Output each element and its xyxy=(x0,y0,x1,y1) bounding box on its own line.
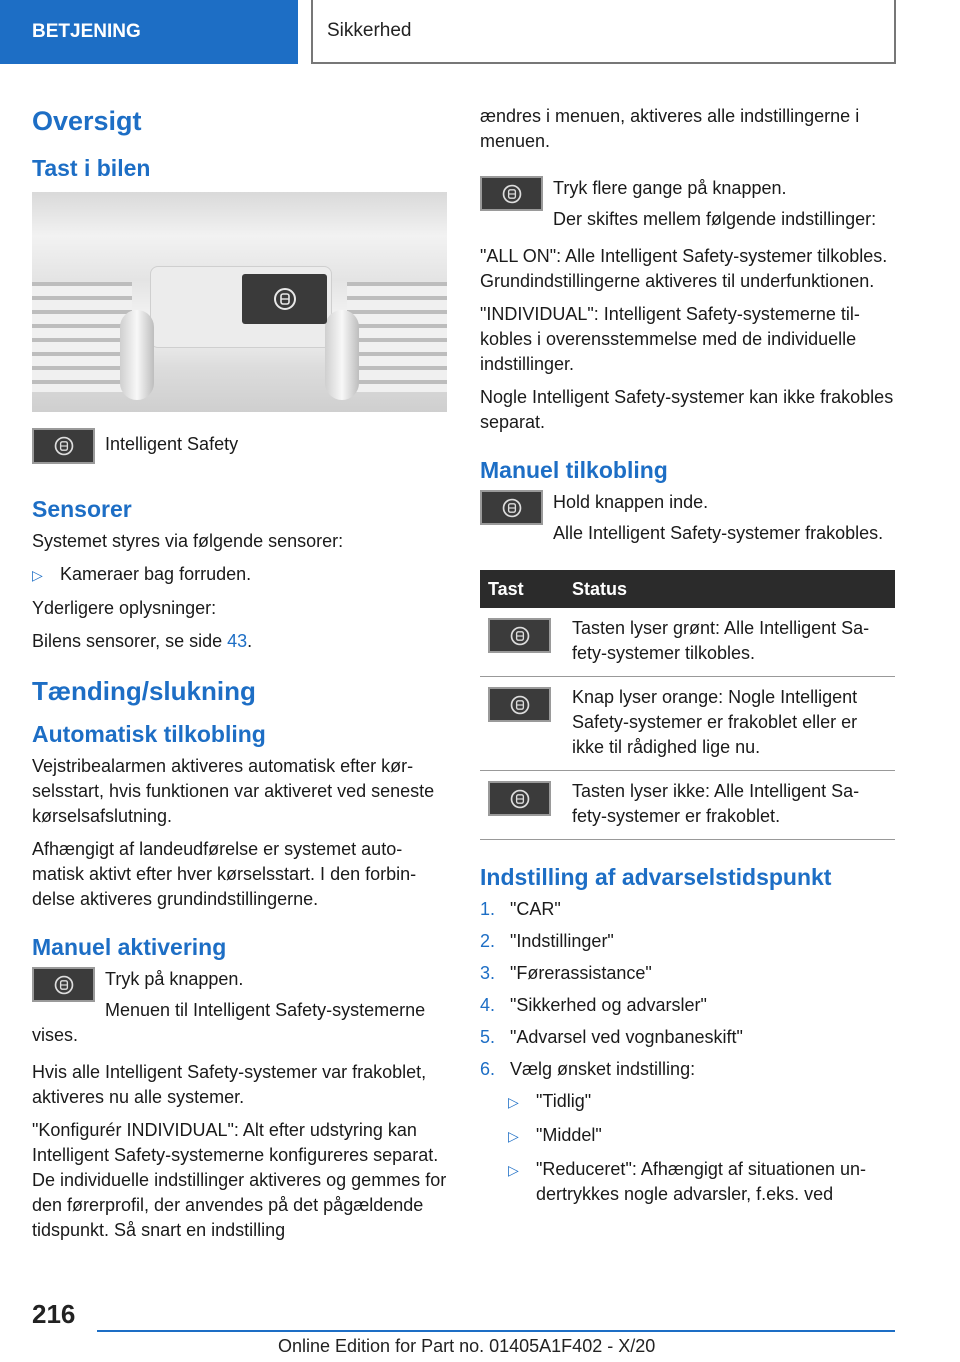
left-column xyxy=(32,96,447,1251)
heading-automatisk-tilkobling: Automatisk tilkobling xyxy=(32,721,266,747)
all-on-text: "ALL ON": Alle Intelligent Safety-systemer tilkobles. Grundindstillingerne aktiveres til underfunktionen. xyxy=(480,246,888,291)
intelligent-safety-icon xyxy=(480,176,543,211)
icon-caption: Intelligent Safety xyxy=(105,434,239,454)
intelligent-safety-icon xyxy=(480,490,543,525)
intelligent-safety-icon xyxy=(32,967,95,1002)
table-header-status: Status xyxy=(564,570,895,608)
table-header-row xyxy=(480,570,895,608)
heading-taending-slukning: Tænding/slukning xyxy=(32,676,256,706)
sensor-item: Kameraer bag forruden. xyxy=(60,564,252,584)
intelligent-safety-icon xyxy=(488,618,551,653)
triangle-bullet-icon: ▷ xyxy=(32,567,43,583)
manual-paragraph-2: "Konfigurér INDIVIDUAL": Alt efter udstyring kan Intelligent Safety-systemerne konfigureres separat. De individuelle indstillinger aktiveres og gemmes for den førerprofil, der anvendes på det pågældende tidspunkt. Så snart en indstilling xyxy=(32,1120,447,1240)
list-item: 4. "Sikkerhed og advarsler" xyxy=(480,995,707,1015)
table-header-tast: Tast xyxy=(480,570,564,608)
vent-knob-right xyxy=(325,310,359,400)
triangle-bullet-icon: ▷ xyxy=(508,1162,519,1178)
list-item: 6. Vælg ønsket indstilling: xyxy=(480,1059,696,1079)
press-icon-row xyxy=(480,176,895,238)
more-info-label: Yderligere oplysninger: xyxy=(32,598,217,618)
sensors-intro: Systemet styres via følgende sensorer: xyxy=(32,531,344,551)
intelligent-safety-icon xyxy=(32,428,95,464)
right-column xyxy=(480,104,895,1215)
icon-caption-row xyxy=(32,428,447,468)
car-button-photo xyxy=(32,192,447,412)
triangle-bullet-icon: ▷ xyxy=(508,1094,519,1110)
hold-icon-row xyxy=(480,490,895,552)
heading-tast-i-bilen: Tast i bilen xyxy=(32,155,151,181)
air-vent-left xyxy=(32,282,132,392)
page-number: 216 xyxy=(32,1299,76,1329)
list-item: ▷ "Reduceret": Afhængigt af situationen undertrykkes nogle advarsler, f.eks. ved xyxy=(508,1157,895,1207)
manual-line-1: Tryk på knappen. xyxy=(105,969,244,989)
options-list xyxy=(480,1089,895,1207)
manual-paragraph-1: Hvis alle Intelligent Safety-systemer var frakoblet, aktiveres nu alle systemer. xyxy=(32,1062,427,1107)
hold-line-1: Hold knappen inde. xyxy=(553,492,709,512)
press-line-2: Der skiftes mellem følgende indstillinger: xyxy=(553,209,877,229)
sensor-reference: Bilens sensorer, se side 43. xyxy=(32,631,253,651)
intelligent-safety-icon xyxy=(488,781,551,816)
triangle-bullet-icon: ▷ xyxy=(508,1128,519,1144)
some-systems-text: Nogle Intelligent Safety-systemer kan ikke frakobles separat. xyxy=(480,387,894,432)
table-row xyxy=(480,677,895,771)
status-table xyxy=(480,570,895,840)
auto-paragraph-2: Afhængigt af landeudførelse er systemet automatisk aktivt efter hver kørselsstart. I den forbindelse aktiveres grundindstillingerne. xyxy=(32,839,417,909)
list-item: ▷ "Middel" xyxy=(508,1123,895,1149)
manual-line-2: Menuen til Intelligent Safety-systemerne vises. xyxy=(32,1000,426,1045)
table-row xyxy=(480,608,895,677)
heading-advarselstidspunkt: Indstilling af advarselstidspunkt xyxy=(480,864,832,890)
heading-manuel-tilkobling: Manuel tilkobling xyxy=(480,457,668,483)
continued-text: ændres i menuen, aktiveres alle indstillingerne i menuen. xyxy=(480,106,860,151)
list-item xyxy=(32,562,447,588)
page-link-43[interactable]: 43 xyxy=(227,631,248,651)
status-text: Knap lyser orange: Nogle Intelligent Safety-systemer er frakoblet eller er ikke til rådighed lige nu. xyxy=(564,677,895,771)
air-vent-right xyxy=(347,282,447,392)
footer-divider xyxy=(97,1330,895,1332)
hold-line-2: Alle Intelligent Safety-systemer frakobles. xyxy=(553,523,884,543)
status-text: Tasten lyser grønt: Alle Intelligent Safety-systemer tilkobles. xyxy=(564,608,895,677)
intelligent-safety-icon xyxy=(488,687,551,722)
edition-text: Online Edition for Part no. 01405A1F402 - X/20 xyxy=(278,1336,656,1356)
chapter-tab: Sikkerhed xyxy=(311,0,896,64)
manual-icon-row xyxy=(32,967,447,1054)
individual-text: "INDIVIDUAL": Intelligent Safety-systemerne tilkobles i overensstemmelse med de individuelle indstillinger. xyxy=(480,304,860,374)
section-tab: BETJENING xyxy=(0,0,298,64)
list-item: ▷ "Tidlig" xyxy=(508,1089,895,1115)
page-header xyxy=(0,0,960,66)
auto-paragraph-1: Vejstribealarmen aktiveres automatisk efter kørselsstart, hvis funktionen var aktiveret ved seneste kørselsafslutning. xyxy=(32,756,435,826)
heading-manuel-aktivering: Manuel aktivering xyxy=(32,934,227,960)
status-text: Tasten lyser ikke: Alle Intelligent Safety-systemer er frakoblet. xyxy=(564,771,895,840)
table-row xyxy=(480,771,895,840)
list-item: 5. "Advarsel ved vognbaneskift" xyxy=(480,1027,743,1047)
list-item: 2. "Indstillinger" xyxy=(480,931,614,951)
list-item: 1. "CAR" xyxy=(480,899,561,919)
list-item: 3. "Førerassistance" xyxy=(480,963,652,983)
press-line-1: Tryk flere gange på knappen. xyxy=(553,178,787,198)
heading-sensorer: Sensorer xyxy=(32,496,132,522)
intelligent-safety-icon xyxy=(242,274,327,324)
steps-list xyxy=(480,897,895,1082)
vent-knob-left xyxy=(120,310,154,400)
page-title: Oversigt xyxy=(32,106,142,136)
